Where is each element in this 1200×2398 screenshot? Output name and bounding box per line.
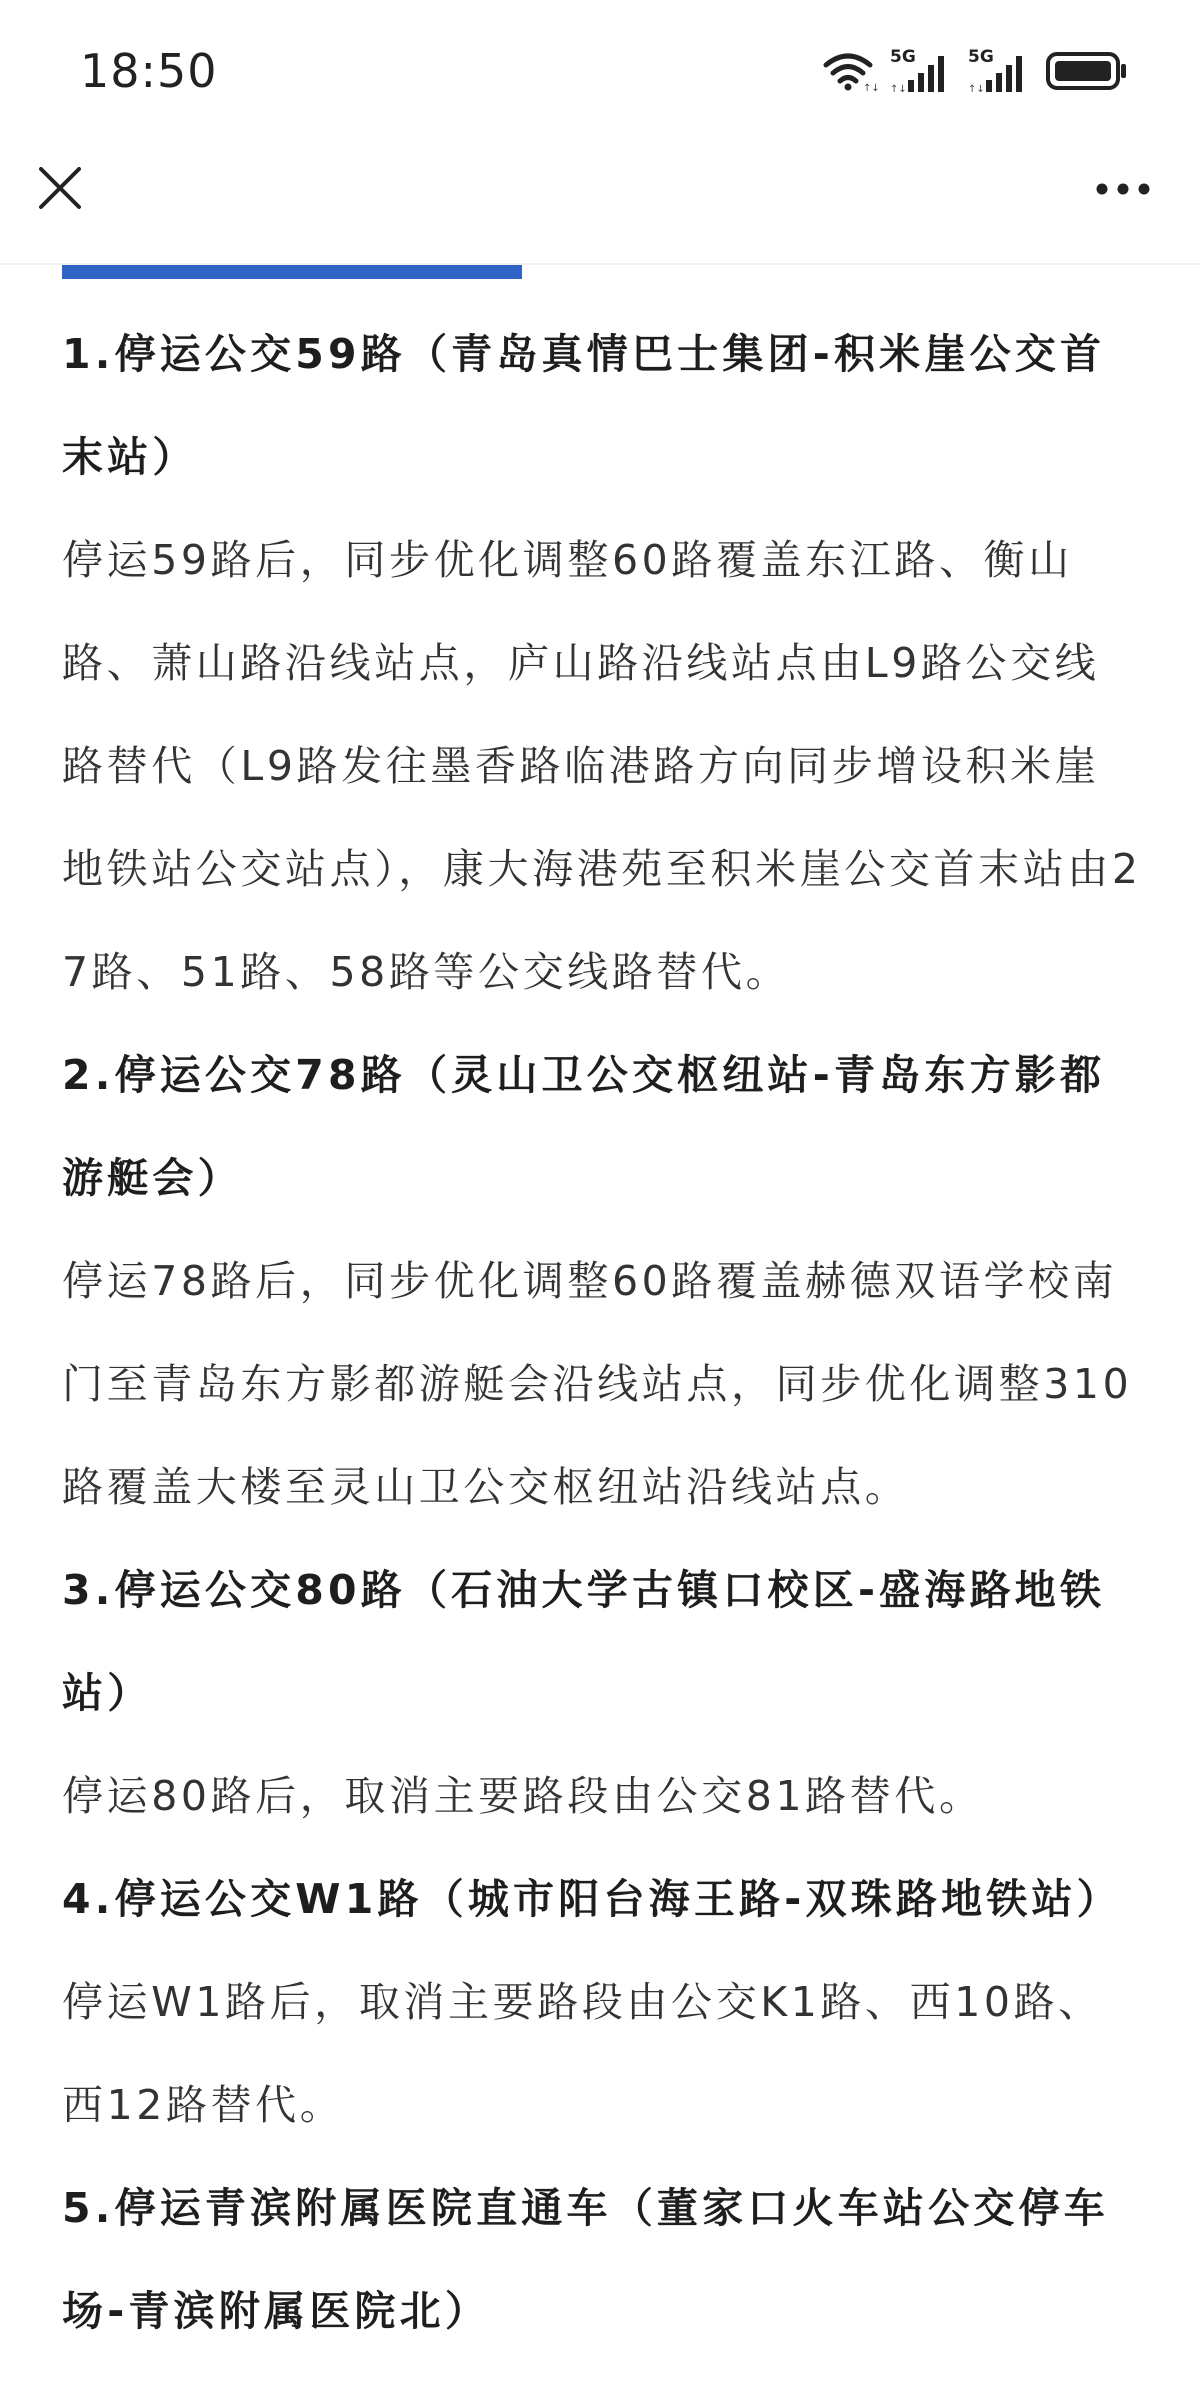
wifi-icon xyxy=(822,51,880,94)
battery-icon xyxy=(1046,51,1128,91)
svg-text:↑↓: ↑↓ xyxy=(890,84,907,95)
status-time: 18:50 xyxy=(80,44,218,98)
svg-text:↑↓: ↑↓ xyxy=(968,84,985,95)
more-icon xyxy=(1095,181,1151,200)
route-description: 停运59路后，同步优化调整60路覆盖东江路、衡山路、萧山路沿线站点，庐山路沿线站点由L9路公交线路替代（L9路发往墨香路临港路方向同步增设积米崖地铁站公交站点），康大海港苑至积米崖公交首末站由27路、51路、58路等公交线路替代。 xyxy=(62,536,1142,996)
sim2-label-text: 5G xyxy=(968,47,994,67)
svg-text:↑↓: ↑↓ xyxy=(863,83,880,94)
status-icons xyxy=(822,46,1128,96)
route-title: 1.停运公交59路（青岛真情巴士集团-积米崖公交首末站） xyxy=(62,330,1106,481)
nav-bar xyxy=(0,140,1200,264)
article-body xyxy=(62,303,1142,2363)
route-title: 2.停运公交78路（灵山卫公交枢纽站-青岛东方影都游艇会） xyxy=(62,1051,1106,1202)
close-button[interactable] xyxy=(30,160,90,220)
signal-5g-sim2-icon xyxy=(968,46,1030,96)
route-description: 停运W1路后，取消主要路段由公交K1路、西10路、西12路替代。 xyxy=(62,1978,1103,2129)
close-icon xyxy=(37,165,83,215)
signal-5g-sim1-icon xyxy=(890,46,952,96)
route-title: 4.停运公交W1路（城市阳台海王路-双珠路地铁站） xyxy=(62,1875,1122,1923)
sim1-label-text: 5G xyxy=(890,47,916,67)
route-description: 停运80路后，取消主要路段由公交81路替代。 xyxy=(62,1772,984,1820)
route-description: 停运78路后，同步优化调整60路覆盖赫德双语学校南门至青岛东方影都游艇会沿线站点，同步优化调整310路覆盖大楼至灵山卫公交枢纽站沿线站点。 xyxy=(62,1257,1133,1511)
route-title: 5.停运青滨附属医院直通车（董家口火车站公交停车场-青滨附属医院北） xyxy=(62,2184,1109,2335)
status-bar xyxy=(0,0,1200,140)
section-heading-highlight xyxy=(62,265,522,279)
route-title: 3.停运公交80路（石油大学古镇口校区-盛海路地铁站） xyxy=(62,1566,1106,1717)
article-content xyxy=(0,265,1200,2398)
more-button[interactable] xyxy=(1088,160,1158,220)
